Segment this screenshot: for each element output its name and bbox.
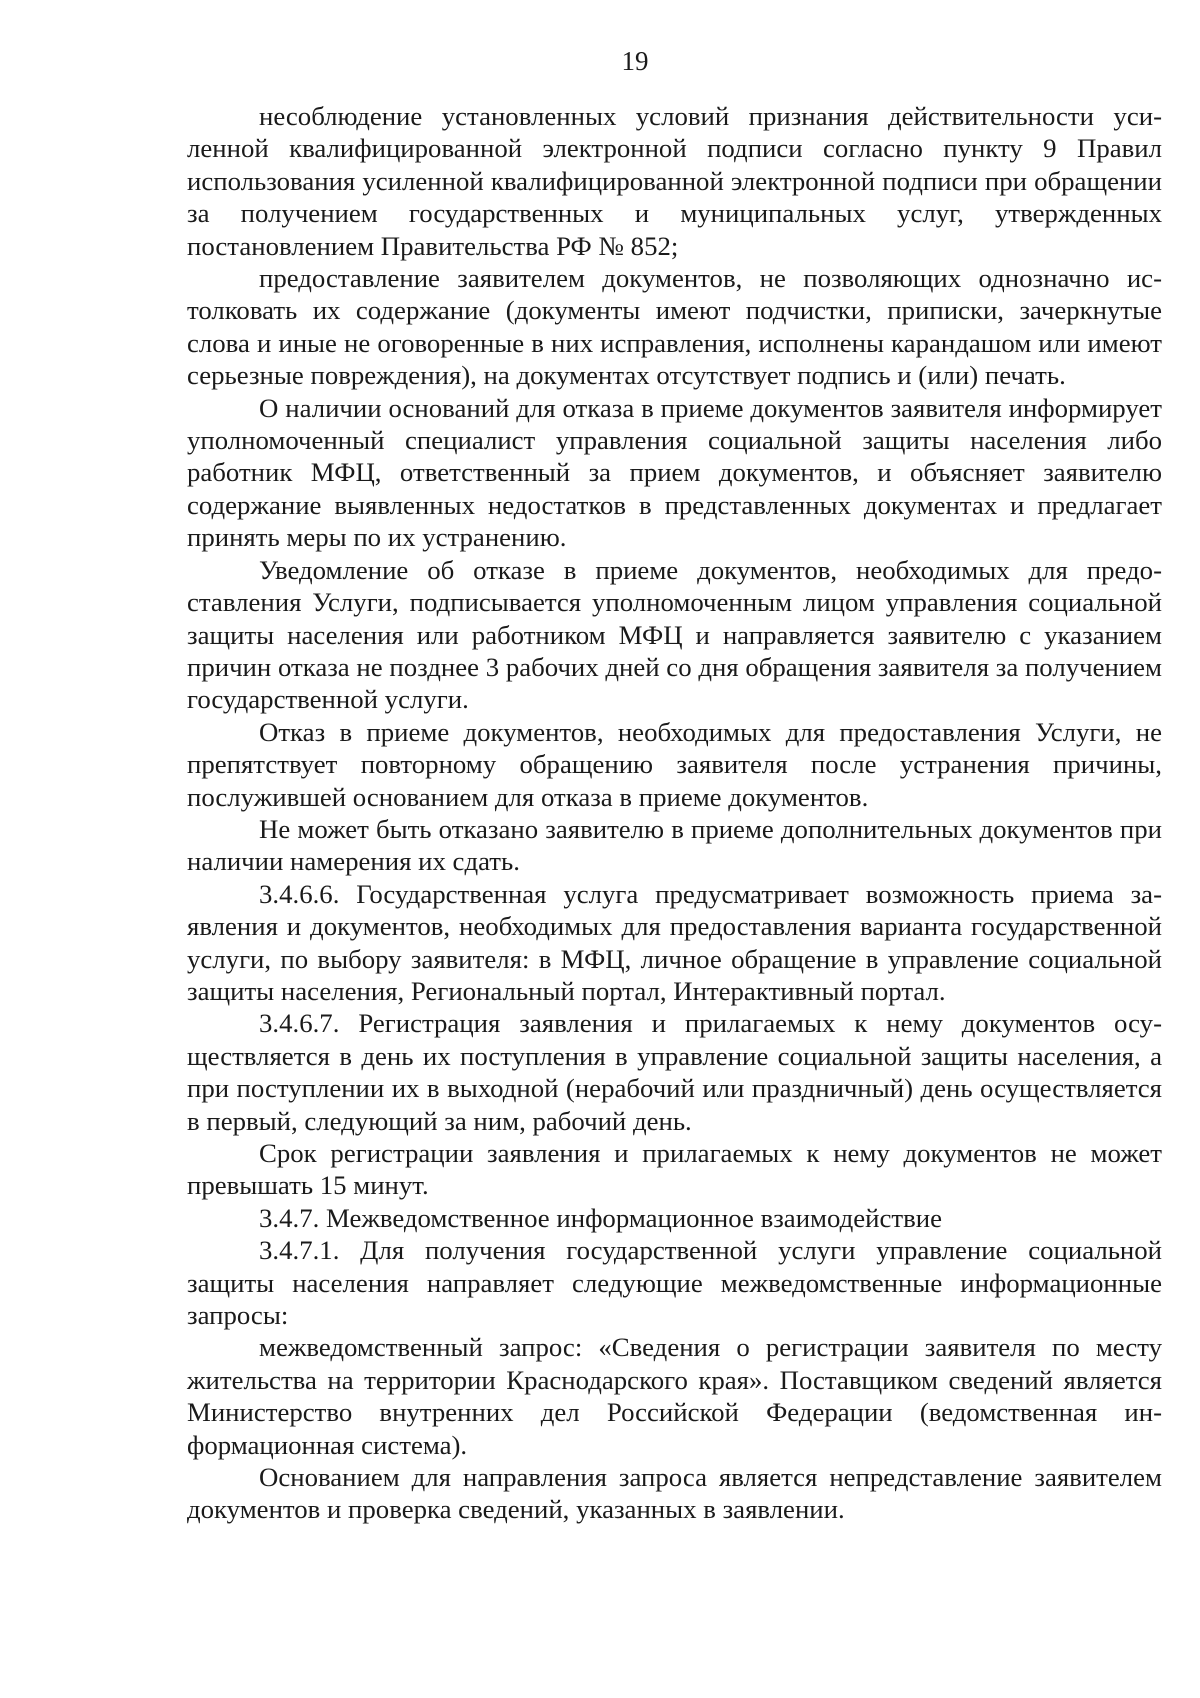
paragraph-3-4-7-1: 3.4.7.1. Для получения государственной услуги управление социальной защиты населения направляет следующие межведомственные информационные запросы: (187, 1235, 1162, 1331)
paragraph-refusal-grounds-info: О наличии оснований для отказа в приеме документов заявителя информирует уполномоченный специалист управления социальной защиты населения либо работник МФЦ, ответственный за прием документов, и объясняет заявителю содержание выявленных недостатков в представленных документах и предлагает принять меры по их устранению. (187, 392, 1162, 553)
paragraph-registration-time: Срок регистрации заявления и прилагаемых к нему документов не может превышать 15 минут. (187, 1138, 1162, 1201)
section-heading-3-4-7: 3.4.7. Межведомственное информационное взаимодействие (259, 1202, 942, 1233)
paragraph-3-4-6-7: 3.4.6.7. Регистрация заявления и прилагаемых к нему документов осуществляется в день их поступления в управление социальной защиты населения, а при поступлении их в выходной (нерабочий или праздничный) день осуществляется в первый, следующий за ним, рабочий день. (187, 1008, 1162, 1136)
paragraph-unreadable-documents: предоставление заявителем документов, не позволяющих однозначно истолковать их содержание (документы имеют подчистки, приписки, зачеркнутые слова и иные не оговоренные в них исправления, исполнены карандашом или имеют серьезные повреждения), на документах отсутствует подпись и (или) печать. (187, 263, 1162, 391)
paragraph-refusal-notice: Уведомление об отказе в приеме документов, необходимых для предоставления Услуги, подписывается уполномоченным лицом управления социальной защиты населения или работником МФЦ и направляется заявителю с указанием причин отказа не позднее 3 рабочих дней со дня обращения заявителя за получением государственной услуги. (187, 554, 1162, 715)
page-number: 19 (621, 46, 649, 76)
document-body (187, 100, 1162, 1526)
paragraph-esign-condition: несоблюдение установленных условий признания действительности усиленной квалифицированной электронной подписи согласно пункту 9 Правил использования усиленной квалифицированной электронной подписи при обращении за получением государственных и муниципальных услуг, утвержденных постановлением Правительства РФ № 852; (187, 101, 1162, 261)
paragraph-additional-documents: Не может быть отказано заявителю в приеме дополнительных документов при наличии намерения их сдать. (187, 813, 1162, 877)
paragraph-repeat-application: Отказ в приеме документов, необходимых для предоставления Услуги, не препятствует повторному обращению заявителя после устранения причины, послужившей основанием для отказа в приеме документов. (187, 716, 1162, 812)
paragraph-3-4-6-6: 3.4.6.6. Государственная услуга предусматривает возможность приема заявления и документов, необходимых для предоставления варианта государственной услуги, по выбору заявителя: в МФЦ, личное обращение в управление социальной защиты населения, Региональный портал, Интерактивный портал. (187, 878, 1162, 1006)
paragraph-request-basis: Основанием для направления запроса является непредставление заявителем документов и проверка сведений, указанных в заявлении. (187, 1462, 1162, 1525)
paragraph-interagency-request: межведомственный запрос: «Сведения о регистрации заявителя по месту жительства на территории Краснодарского края». Поставщиком сведений является Министерство внутренних дел Российской Федерации (ведомственная информационная система). (187, 1332, 1162, 1460)
